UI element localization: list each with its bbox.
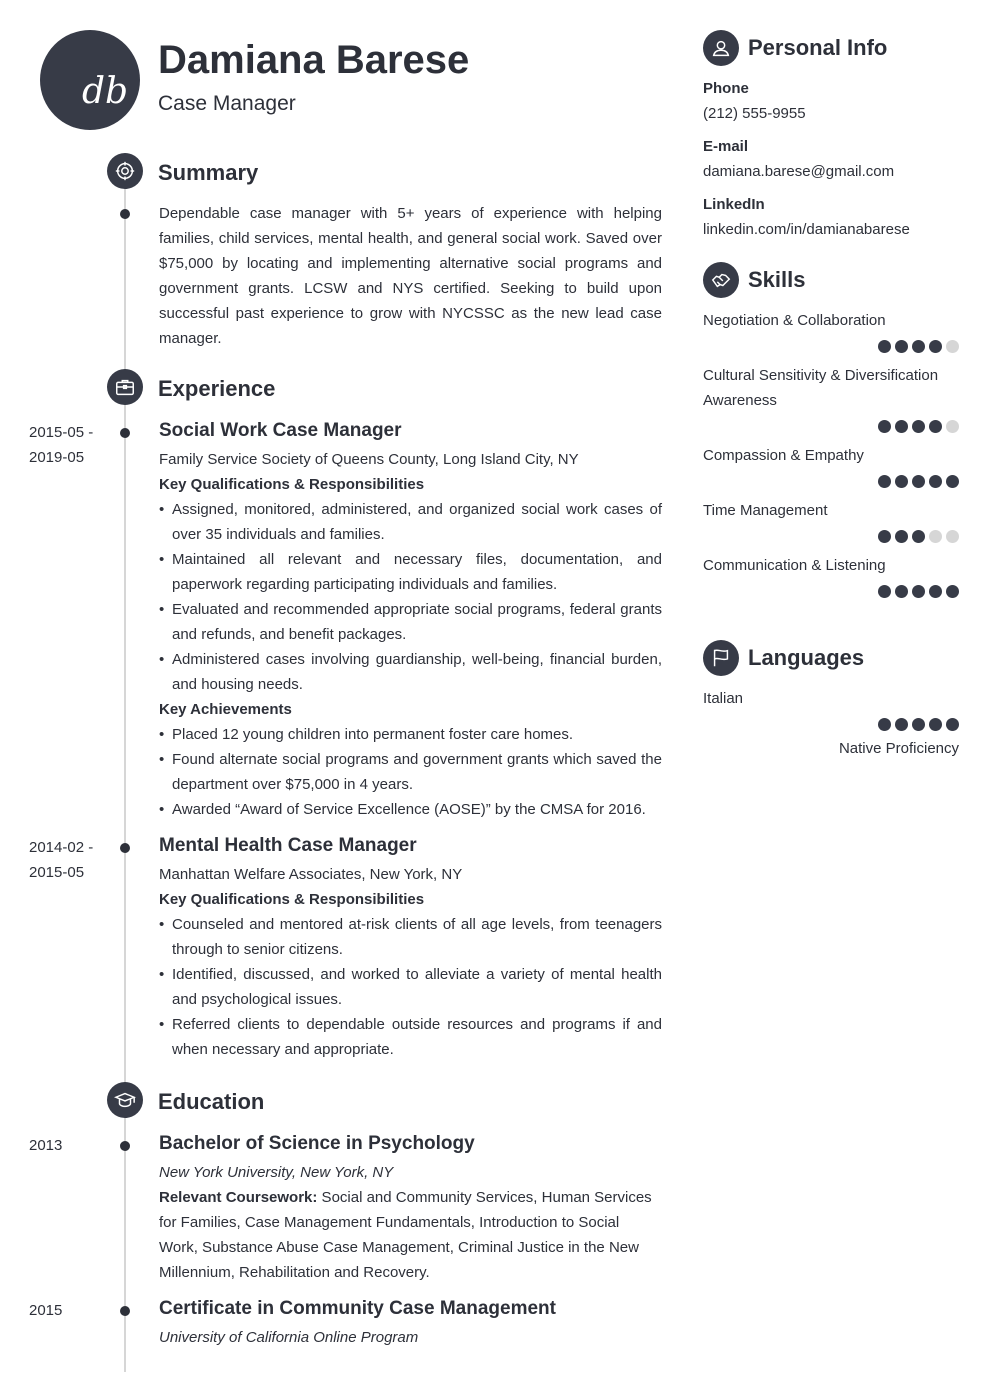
experience-heading: Experience <box>158 376 276 401</box>
job-1 <box>159 418 662 822</box>
job-1-company: Family Service Society of Queens County, Long Island City, NY <box>159 451 579 468</box>
job-2-company: Manhattan Welfare Associates, New York, NY <box>159 866 463 883</box>
job-1-date-start: 2015-05 - <box>29 424 94 441</box>
job-1-date-end: 2019-05 <box>29 449 85 466</box>
target-icon <box>107 153 143 189</box>
linkedin-label: LinkedIn <box>703 196 765 213</box>
phone-label: Phone <box>703 80 749 97</box>
rating-dot-filled <box>946 718 959 731</box>
job-2-resp-list <box>159 912 662 1062</box>
timeline-dot <box>120 209 130 219</box>
skill-item <box>703 553 959 599</box>
email-value: damiana.barese@gmail.com <box>703 163 895 180</box>
edu-1-date: 2013 <box>29 1137 63 1154</box>
list-item: • Maintained all relevant and necessary files, documentation, and paperwork regarding participating individuals and families. <box>159 547 662 597</box>
skill-name: Communication & Listening <box>703 557 886 574</box>
rating-dot-filled <box>946 475 959 488</box>
rating-dot-filled <box>912 475 925 488</box>
rating-dot-filled <box>878 530 891 543</box>
summary-text: Dependable case manager with 5+ years of experience with helping families, child services, mental health, and general social work. Saved over $75,000 by locating and implementing alternative social programs and government grants. LCSW and NYS certified. Seeking to build upon successful past experience to grow with NYCSSC as the new lead case manager. <box>159 205 662 347</box>
rating-dot-filled <box>878 475 891 488</box>
edu-1 <box>159 1131 662 1285</box>
personal-info <box>703 76 959 242</box>
user-icon <box>703 30 739 66</box>
summary-heading: Summary <box>158 160 259 185</box>
rating-dot-filled <box>912 718 925 731</box>
graduation-cap-icon <box>107 1082 143 1118</box>
avatar <box>40 30 140 130</box>
languages-list <box>703 686 959 761</box>
edu-1-coursework <box>159 1185 662 1285</box>
avatar-initials: db <box>82 71 129 112</box>
list-item: • Counseled and mentored at-risk clients of all age levels, from teenagers through to senior citizens. <box>159 912 662 962</box>
rating-dot-filled <box>929 585 942 598</box>
skills-heading: Skills <box>748 267 806 292</box>
skill-rating <box>703 528 959 544</box>
job-1-ach-heading: Key Achievements <box>159 701 292 718</box>
skill-item <box>703 308 959 354</box>
job-1-resp-heading: Key Qualifications & Responsibilities <box>159 476 425 493</box>
edu-2-school: University of California Online Program <box>159 1329 419 1346</box>
rating-dot-filled <box>878 585 891 598</box>
list-item: • Placed 12 young children into permanent foster care homes. <box>159 722 662 747</box>
skill-item <box>703 498 959 544</box>
language-name: Italian <box>703 690 744 707</box>
skill-rating <box>703 583 959 599</box>
skill-item <box>703 443 959 489</box>
list-item: • Administered cases involving guardianship, well-being, financial burden, and housing needs. <box>159 647 662 697</box>
rating-dot-filled <box>878 718 891 731</box>
job-1-dates <box>29 420 109 470</box>
candidate-name: Damiana Barese <box>158 38 470 82</box>
edu-2-degree: Certificate in Community Case Management <box>159 1298 556 1319</box>
skills-list <box>703 308 959 608</box>
coursework-text: Social and Community Services, Human Services for Families, Case Management Fundamentals, Introduction to Social Work, Substance Abuse Case Management, Criminal Justice in the New Millennium, Rehabilitation and Recovery. <box>159 1189 652 1281</box>
timeline-dot <box>120 1141 130 1151</box>
rating-dot-filled <box>912 530 925 543</box>
skill-rating <box>703 418 959 434</box>
language-item <box>703 686 959 761</box>
job-1-ach-list <box>159 722 662 822</box>
rating-dot-filled <box>878 420 891 433</box>
skill-rating <box>703 338 959 354</box>
rating-dot-filled <box>929 420 942 433</box>
rating-dot-empty <box>946 340 959 353</box>
rating-dot-filled <box>878 340 891 353</box>
skill-name: Time Management <box>703 502 828 519</box>
rating-dot-filled <box>929 340 942 353</box>
timeline-dot <box>120 428 130 438</box>
education-heading: Education <box>158 1089 265 1114</box>
job-2-resp-heading: Key Qualifications & Responsibilities <box>159 891 425 908</box>
rating-dot-empty <box>929 530 942 543</box>
skill-rating <box>703 473 959 489</box>
rating-dot-filled <box>912 420 925 433</box>
skill-name: Compassion & Empathy <box>703 447 864 464</box>
list-item: • Awarded “Award of Service Excellence (AOSE)” by the CMSA for 2016. <box>159 797 662 822</box>
rating-dot-empty <box>946 530 959 543</box>
rating-dot-filled <box>929 475 942 488</box>
rating-dot-filled <box>912 340 925 353</box>
handshake-icon <box>703 262 739 298</box>
rating-dot-filled <box>895 718 908 731</box>
list-item: • Identified, discussed, and worked to alleviate a variety of mental health and psychological issues. <box>159 962 662 1012</box>
rating-dot-empty <box>946 420 959 433</box>
list-item: • Assigned, monitored, administered, and organized social work cases of over 35 individuals and families. <box>159 497 662 547</box>
timeline-line <box>124 172 126 1372</box>
rating-dot-filled <box>895 530 908 543</box>
linkedin-value: linkedin.com/in/damianabarese <box>703 221 910 238</box>
briefcase-icon <box>107 369 143 405</box>
rating-dot-filled <box>895 420 908 433</box>
skill-name: Cultural Sensitivity & Diversification Awareness <box>703 367 939 409</box>
job-2-date-start: 2014-02 - <box>29 839 94 856</box>
language-level: Native Proficiency <box>838 740 959 757</box>
coursework-label: Relevant Coursework: <box>159 1189 318 1206</box>
skill-name: Negotiation & Collaboration <box>703 312 886 329</box>
timeline-dot <box>120 1306 130 1316</box>
edu-2 <box>159 1296 662 1350</box>
rating-dot-filled <box>895 340 908 353</box>
rating-dot-filled <box>895 475 908 488</box>
language-rating <box>703 716 959 732</box>
job-1-resp-list <box>159 497 662 697</box>
flag-icon <box>703 640 739 676</box>
timeline-dot <box>120 843 130 853</box>
personal-info-heading: Personal Info <box>748 35 888 60</box>
list-item: • Referred clients to dependable outside resources and programs if and when necessary and appropriate. <box>159 1012 662 1062</box>
rating-dot-filled <box>946 585 959 598</box>
edu-1-degree: Bachelor of Science in Psychology <box>159 1133 475 1154</box>
email-label: E-mail <box>703 138 749 155</box>
job-1-title: Social Work Case Manager <box>159 420 402 441</box>
candidate-title: Case Manager <box>158 92 296 115</box>
rating-dot-filled <box>912 585 925 598</box>
skill-item <box>703 363 959 434</box>
rating-dot-filled <box>895 585 908 598</box>
edu-1-school: New York University, New York, NY <box>159 1164 394 1181</box>
list-item: • Evaluated and recommended appropriate social programs, federal grants and refunds, and benefit packages. <box>159 597 662 647</box>
edu-2-date: 2015 <box>29 1302 63 1319</box>
phone-value: (212) 555-9955 <box>703 105 806 122</box>
job-2-dates <box>29 835 109 885</box>
list-item: • Found alternate social programs and government grants which saved the department over $75,000 in 4 years. <box>159 747 662 797</box>
job-2-title: Mental Health Case Manager <box>159 835 417 856</box>
rating-dot-filled <box>929 718 942 731</box>
job-2 <box>159 833 662 1062</box>
job-2-date-end: 2015-05 <box>29 864 85 881</box>
languages-heading: Languages <box>748 645 865 670</box>
